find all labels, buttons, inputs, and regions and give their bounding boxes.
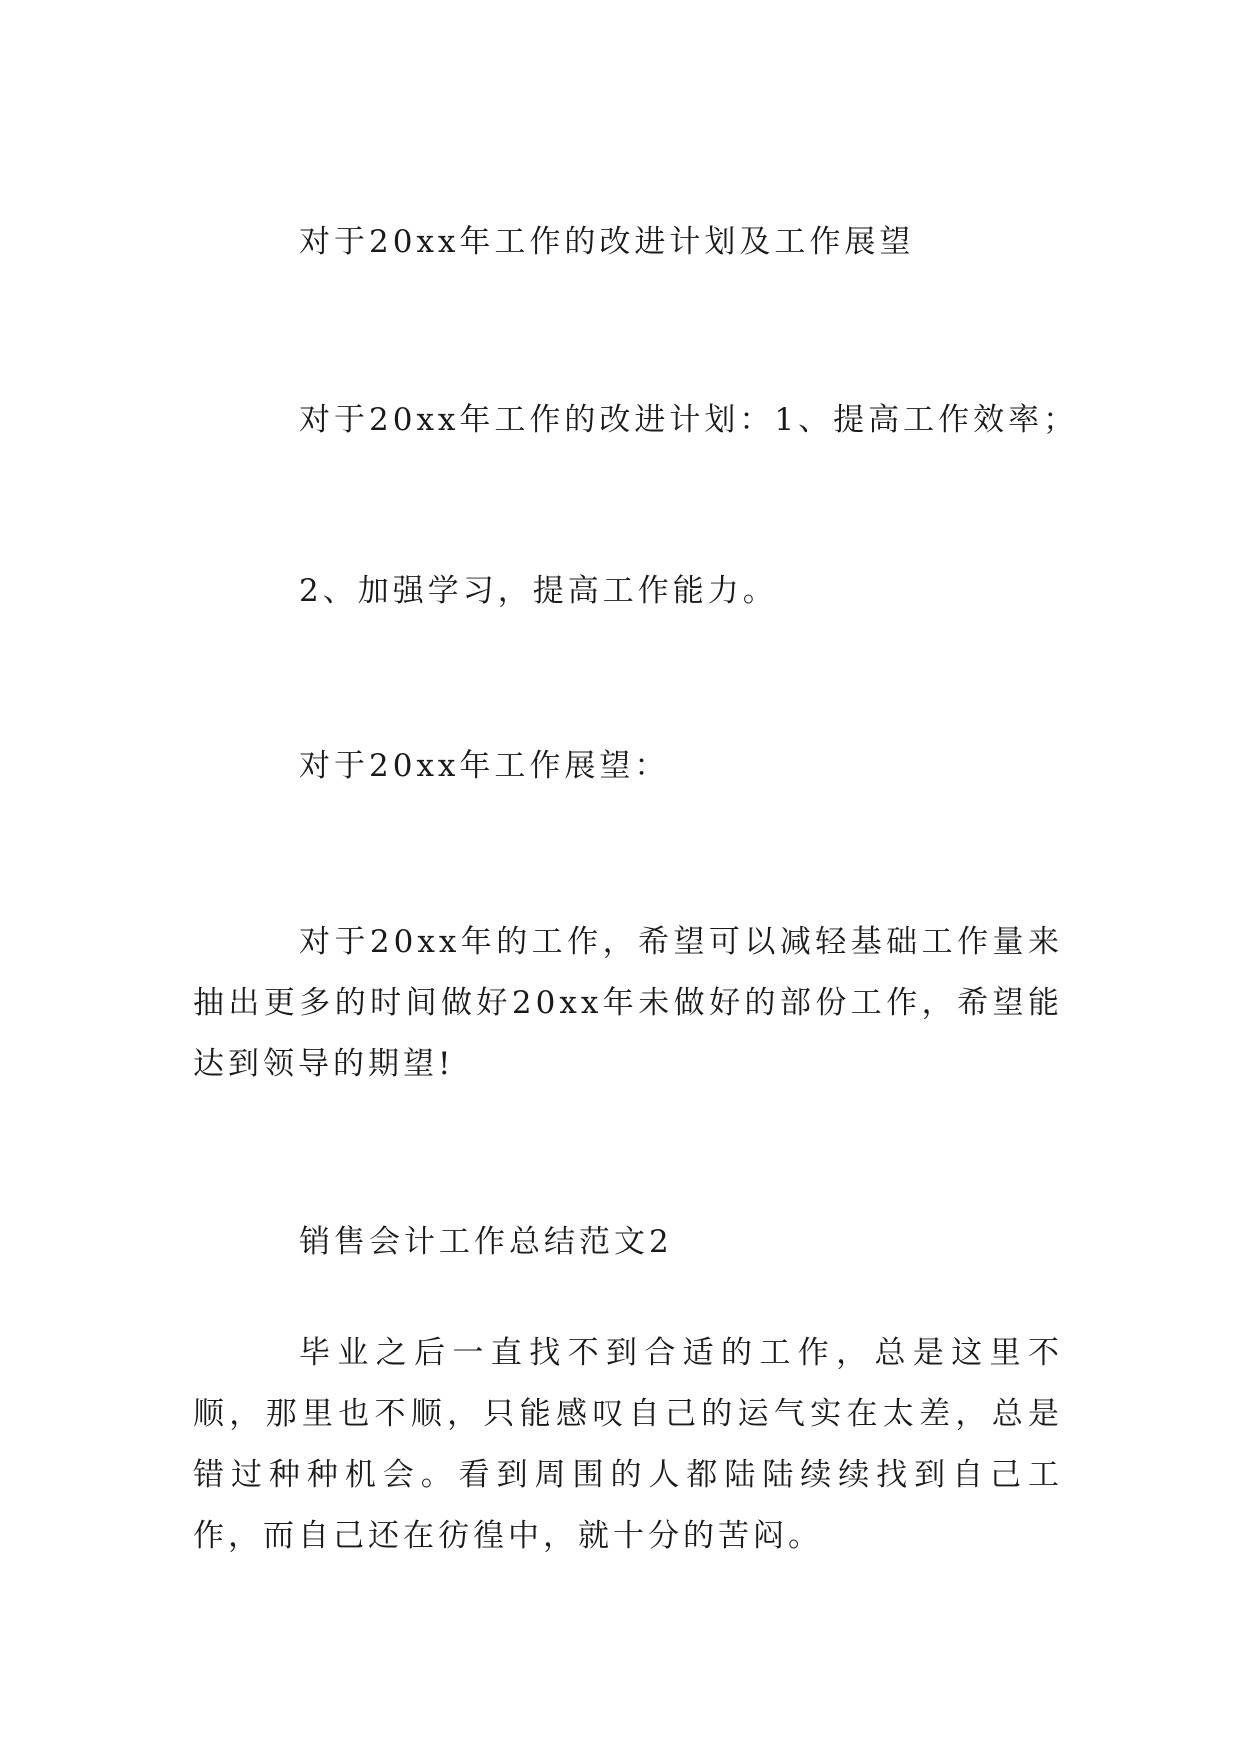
section-title: 销售会计工作总结范文2 xyxy=(299,1224,673,1260)
body-paragraph: 毕业之后一直找不到合适的工作，总是这里不顺，那里也不顺，只能感叹自己的运气实在太差，总是错过种种机会。看到周围的人都陆陆续续找到自己工作，而自己还在彷徨中，就十分的苦闷。 xyxy=(193,1335,1063,1554)
outlook-paragraph: 对于20xx年的工作，希望可以减轻基础工作量来抽出更多的时间做好20xx年未做好的部份工作，希望能达到领导的期望! xyxy=(193,924,1063,1082)
improvement-plan-item-1: 对于20xx年工作的改进计划：1、提高工作效率； xyxy=(299,402,1079,438)
outlook-heading: 对于20xx年工作展望： xyxy=(299,748,670,784)
plan-heading: 对于20xx年工作的改进计划及工作展望 xyxy=(299,224,915,260)
improvement-plan-item-2: 2、加强学习，提高工作能力。 xyxy=(299,573,778,609)
